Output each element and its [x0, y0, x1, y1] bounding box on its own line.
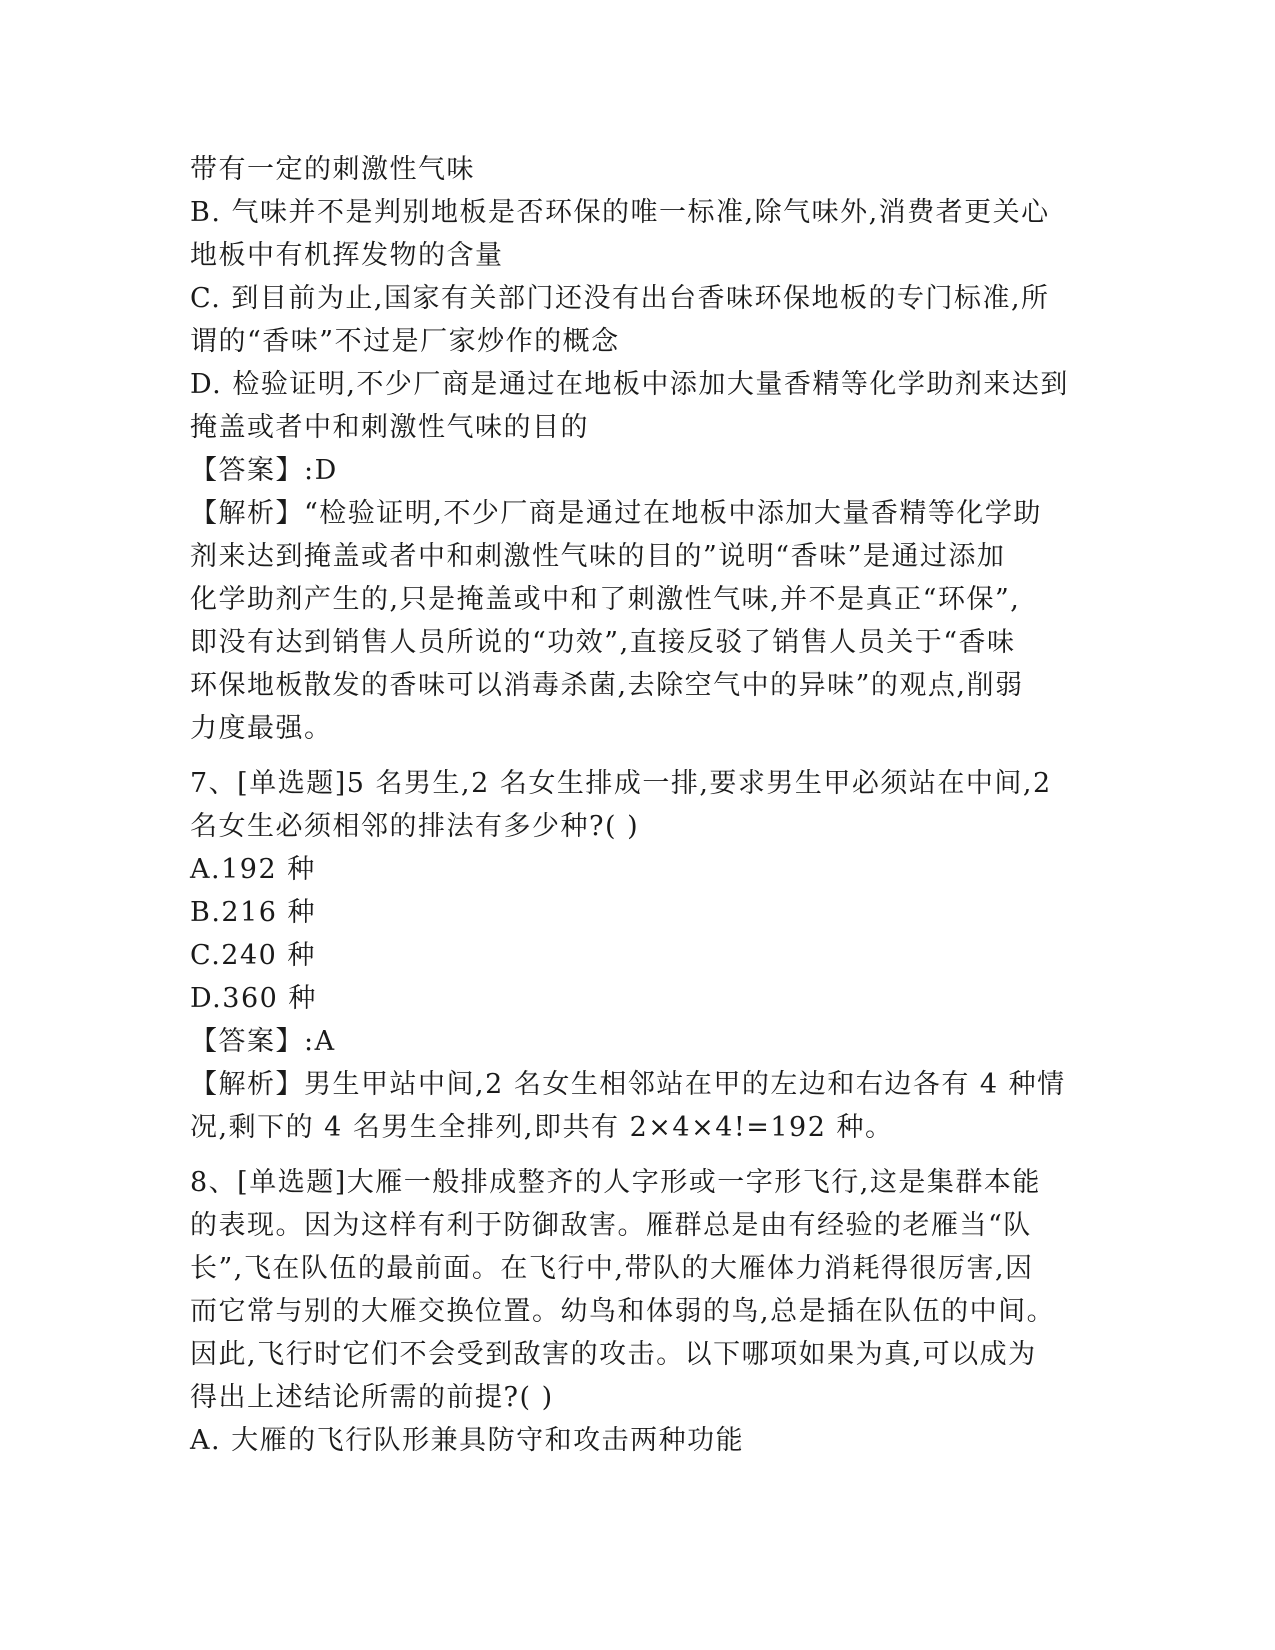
q6-stem-tail: 带有一定的刺激性气味 [190, 154, 475, 185]
q8-stem-line: 因此,飞行时它们不会受到敌害的攻击。以下哪项如果为真,可以成为 [190, 1339, 1037, 1370]
q7-stem-line-2: 名女生必须相邻的排法有多少种?( ) [190, 811, 640, 842]
question-6-continuation [190, 148, 1090, 750]
q6-option-c-line-1: C. 到目前为止,国家有关部门还没有出台香味环保地板的专门标准,所 [190, 283, 1050, 314]
document-page [190, 148, 1090, 1462]
q6-option-c [190, 277, 1090, 363]
q7-option-c: C.240 种 [190, 940, 316, 971]
q8-stem-line: 长”,飞在队伍的最前面。在飞行中,带队的大雁体力消耗得很厉害,因 [190, 1253, 1034, 1284]
q6-analysis-line: 环保地板散发的香味可以消毒杀菌,去除空气中的异味”的观点,削弱 [190, 670, 1024, 701]
q6-option-d [190, 363, 1090, 449]
q6-analysis [190, 492, 1090, 750]
q6-analysis-line: 力度最强。 [190, 713, 333, 744]
spacer [190, 1149, 1090, 1161]
q8-stem-line: 8、[单选题]大雁一般排成整齐的人字形或一字形飞行,这是集群本能 [190, 1167, 1041, 1198]
q7-stem-line-1: 7、[单选题]5 名男生,2 名女生排成一排,要求男生甲必须站在中间,2 [190, 768, 1052, 799]
q6-analysis-line: 剂来达到掩盖或者中和刺激性气味的目的”说明“香味”是通过添加 [190, 541, 1006, 572]
q7-option-b: B.216 种 [190, 897, 317, 928]
q7-analysis-line-2: 况,剩下的 4 名男生全排列,即共有 2×4×4!=192 种。 [190, 1112, 894, 1143]
q6-option-c-line-2: 谓的“香味”不过是厂家炒作的概念 [190, 326, 620, 357]
q6-answer: 【答案】:D [190, 455, 338, 486]
q8-stem-line: 的表现。因为这样有利于防御敌害。雁群总是由有经验的老雁当“队 [190, 1210, 1032, 1241]
q8-stem-line: 而它常与别的大雁交换位置。幼鸟和体弱的鸟,总是插在队伍的中间。 [190, 1296, 1056, 1327]
spacer [190, 750, 1090, 762]
q6-option-b-line-1: B. 气味并不是判别地板是否环保的唯一标准,除气味外,消费者更关心 [190, 197, 1050, 228]
q6-analysis-line: 即没有达到销售人员所说的“功效”,直接反驳了销售人员关于“香味 [190, 627, 1016, 658]
q6-option-d-line-2: 掩盖或者中和刺激性气味的目的 [190, 412, 589, 443]
q6-option-b [190, 191, 1090, 277]
q6-analysis-line: 化学助剂产生的,只是掩盖或中和了刺激性气味,并不是真正“环保”, [190, 584, 1021, 615]
q7-answer: 【答案】:A [190, 1026, 336, 1057]
question-8 [190, 1161, 1090, 1462]
q8-option-a: A. 大雁的飞行队形兼具防守和攻击两种功能 [190, 1425, 745, 1456]
question-7 [190, 762, 1090, 1149]
q6-analysis-line: 【解析】“检验证明,不少厂商是通过在地板中添加大量香精等化学助 [190, 498, 1042, 529]
q6-option-d-line-1: D. 检验证明,不少厂商是通过在地板中添加大量香精等化学助剂来达到 [190, 369, 1069, 400]
q7-analysis-line-1: 【解析】男生甲站中间,2 名女生相邻站在甲的左边和右边各有 4 种情 [190, 1069, 1066, 1100]
q6-option-b-line-2: 地板中有机挥发物的含量 [190, 240, 504, 271]
q7-option-a: A.192 种 [190, 854, 316, 885]
q7-option-d: D.360 种 [190, 983, 317, 1014]
q8-stem-line: 得出上述结论所需的前提?( ) [190, 1382, 554, 1413]
